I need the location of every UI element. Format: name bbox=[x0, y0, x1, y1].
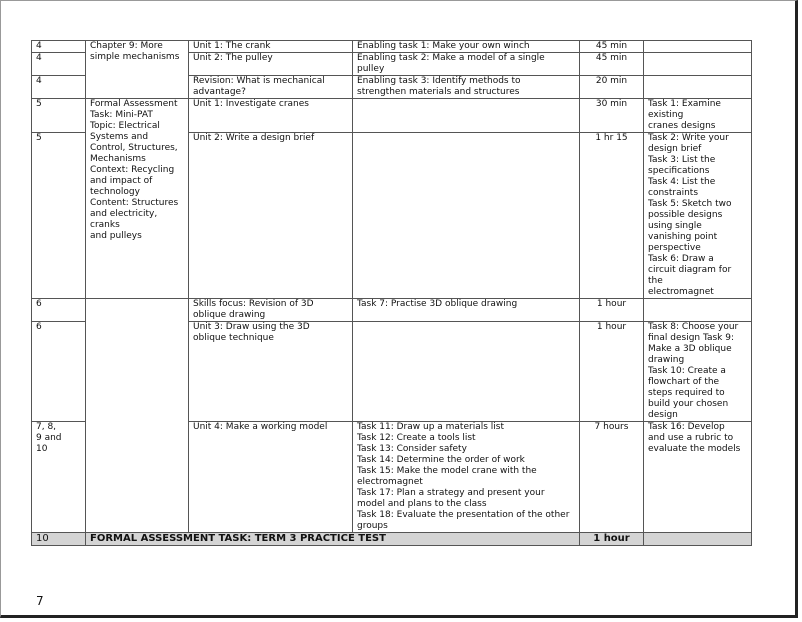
assessment-cell: Task 8: Choose your final design Task 9: Make a 3D oblique drawing Task 10: Create a flowchart of the steps required to build your chosen design bbox=[644, 322, 752, 422]
table-row bbox=[32, 299, 752, 322]
table-row bbox=[32, 99, 752, 133]
week-cell: 4 bbox=[32, 53, 86, 76]
assessment-cell bbox=[644, 41, 752, 53]
assessment-cell: Task 2: Write your design brief Task 3: List the specifications Task 4: List the constraints Task 5: Sketch two possible designs using single vanishing point perspective Task 6: Draw a circuit diagram for the electromagnet bbox=[644, 133, 752, 299]
assessment-cell bbox=[644, 76, 752, 99]
week-cell: 5 bbox=[32, 99, 86, 133]
week-cell: 4 bbox=[32, 41, 86, 53]
time-cell: 1 hr 15 bbox=[580, 133, 644, 299]
assessment-cell bbox=[644, 53, 752, 76]
week-cell: 4 bbox=[32, 76, 86, 99]
topic-cell: Chapter 9: More simple mechanisms bbox=[86, 41, 189, 99]
task-cell: Task 11: Draw up a materials list Task 12: Create a tools list Task 13: Consider safety Task 14: Determine the order of work Task 15: Make the model crane with the electromagnet Task 17: Plan a strategy and present your model and plans to the class Task 18: Evaluate the presentation of the other groups bbox=[353, 422, 580, 533]
assessment-cell: Task 1: Examine existing cranes designs bbox=[644, 99, 752, 133]
week-cell: 6 bbox=[32, 299, 86, 322]
footer-title: FORMAL ASSESSMENT TASK: TERM 3 PRACTICE TEST bbox=[86, 533, 580, 546]
unit-cell: Unit 1: The crank bbox=[189, 41, 353, 53]
week-cell: 10 bbox=[32, 533, 86, 546]
task-cell bbox=[353, 133, 580, 299]
table-row bbox=[32, 41, 752, 53]
lesson-plan-table bbox=[31, 40, 752, 546]
time-cell: 30 min bbox=[580, 99, 644, 133]
task-cell bbox=[353, 322, 580, 422]
week-cell: 5 bbox=[32, 133, 86, 299]
task-cell: Enabling task 2: Make a model of a single pulley bbox=[353, 53, 580, 76]
assessment-cell bbox=[644, 299, 752, 322]
time-cell: 1 hour bbox=[580, 299, 644, 322]
unit-cell: Unit 4: Make a working model bbox=[189, 422, 353, 533]
task-cell: Enabling task 1: Make your own winch bbox=[353, 41, 580, 53]
week-cell: 6 bbox=[32, 322, 86, 422]
unit-cell: Revision: What is mechanical advantage? bbox=[189, 76, 353, 99]
time-cell: 45 min bbox=[580, 53, 644, 76]
topic-cell: Formal Assessment Task: Mini-PAT Topic: Electrical Systems and Control, Structures, Mechanisms Context: Recycling and impact of technology Content: Structures and electricity, cranks and pulleys bbox=[86, 99, 189, 299]
task-cell: Enabling task 3: Identify methods to strengthen materials and structures bbox=[353, 76, 580, 99]
time-cell: 45 min bbox=[580, 41, 644, 53]
task-cell bbox=[353, 99, 580, 133]
unit-cell: Unit 3: Draw using the 3D oblique technique bbox=[189, 322, 353, 422]
topic-cell bbox=[86, 299, 189, 533]
page-number: 7 bbox=[36, 594, 44, 608]
time-cell: 7 hours bbox=[580, 422, 644, 533]
task-cell: Task 7: Practise 3D oblique drawing bbox=[353, 299, 580, 322]
time-cell: 20 min bbox=[580, 76, 644, 99]
unit-cell: Unit 2: The pulley bbox=[189, 53, 353, 76]
unit-cell: Skills focus: Revision of 3D oblique drawing bbox=[189, 299, 353, 322]
unit-cell: Unit 1: Investigate cranes bbox=[189, 99, 353, 133]
time-cell: 1 hour bbox=[580, 533, 644, 546]
assessment-cell: Task 16: Develop and use a rubric to evaluate the models bbox=[644, 422, 752, 533]
unit-cell: Unit 2: Write a design brief bbox=[189, 133, 353, 299]
assessment-cell bbox=[644, 533, 752, 546]
week-cell: 7, 8, 9 and 10 bbox=[32, 422, 86, 533]
table-row-footer bbox=[32, 533, 752, 546]
time-cell: 1 hour bbox=[580, 322, 644, 422]
